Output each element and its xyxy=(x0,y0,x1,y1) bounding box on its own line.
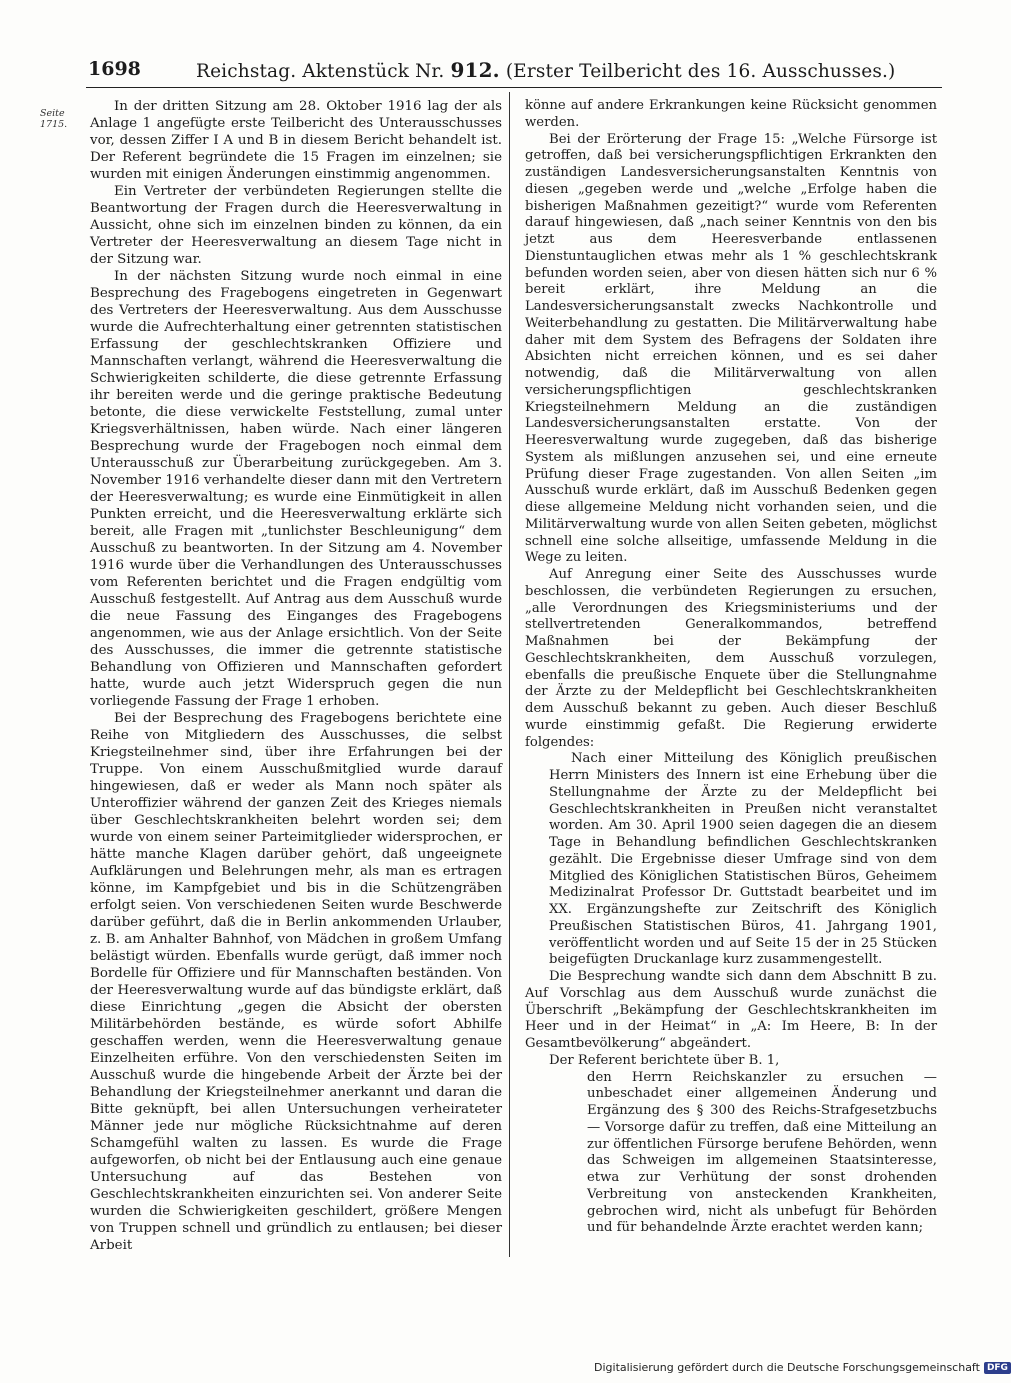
paragraph: Auf Anregung einer Seite des Ausschusses wurde beschlossen, die verbündeten Regierungen zu ersuchen, „alle Verordnungen des Kriegsministeriums und der stellvertretenden Generalkommandos, betreffend Maßnahmen bei der Bekämpfung der Geschlechtskrankheiten, dem Ausschuß vorzulegen, ebenfalls die preußische Enquete über die Stellungnahme der Ärzte zu der Meldepflicht bei Geschlechtskrankheiten dem Ausschuß bekannt zu geben. Auch dieser Beschluß wurde einstimmig gefaßt. Die Regierung erwiderte folgendes: xyxy=(525,567,937,750)
margin-reference-line2: 1715. xyxy=(40,119,68,130)
header-rule xyxy=(86,87,942,88)
paragraph: In der nächsten Sitzung wurde noch einmal in eine Besprechung des Fragebogens eingetreten in Gegenwart des Vertreters der Heeresverwaltung. Aus dem Ausschusse wurde die Aufrechterhaltung einer getrennten statistischen Erfassung der geschlechtskranken Offiziere und Mannschaften verlangt, während die Heeresverwaltung die Schwierigkeiten schilderte, die diese getrennte Erfassung ihr bereiten werde und die geringe praktische Bedeutung betonte, die diese verwickelte Feststellung, zumal unter Kriegsverhältnissen, haben würde. Nach einer längeren Besprechung wurde der Fragebogen noch einmal dem Unterausschuß zur Überarbeitung zurückgegeben. Am 3. November 1916 verhandelte dieser dann mit den Vertretern der Heeresverwaltung; es wurde eine Einmütigkeit in allen Punkten erreicht, und die Heeresverwaltung erklärte sich bereit, alle Fragen mit „tunlichster Beschleunigung“ dem Ausschuß zu beantworten. In der Sitzung am 4. November 1916 wurde über die Verhandlungen des Unterausschusses vom Referenten berichtet und die Fragen endgültig vom Ausschuß festgestellt. Auf Antrag aus dem Ausschuß wurde die neue Fassung des Einganges des Fragebogens angenommen, wie aus der Anlage ersichtlich. Von der Seite des Ausschusses, die immer die getrennte statistische Behandlung von Offizieren und Mannschaften gefordert hatte, wurde auch jetzt Widerspruch gegen die nun vorliegende Fassung der Frage 1 erhoben. xyxy=(90,269,502,709)
right-column xyxy=(525,98,937,1237)
left-column xyxy=(90,98,502,1254)
list-item: Der Referent berichtete über B. 1, xyxy=(549,1052,780,1068)
digitization-credit xyxy=(594,1361,1011,1374)
title-prefix: Reichstag. Aktenstück Nr. xyxy=(196,61,445,82)
quoted-reply: Nach einer Mitteilung des Königlich preußischen Herrn Ministers des Innern ist eine Erhebung über die Stellungnahme der Ärzte zu der Meldepflicht bei Geschlechtskrankheiten in Preußen nicht veranstaltet worden. Am 30. April 1900 seien dagegen die an diesem Tage in Behandlung befindlichen Geschlechtskranken gezählt. Die Ergebnisse dieser Umfrage sind von dem Mitglied des Königlichen Statistischen Büros, Geheimem Medizinalrat Professor Dr. Guttstadt bearbeitet und im XX. Ergänzungshefte zur Zeitschrift des Königlich Preußischen Statistischen Büros, 41. Jahrgang 1901, veröffentlicht worden und auf Seite 15 der in 25 Stücken beigefügten Druckanlage kurz zusammengestellt. xyxy=(549,751,937,968)
column-divider xyxy=(509,92,510,1257)
paragraph: In der dritten Sitzung am 28. Oktober 1916 lag der als Anlage 1 angefügte erste Teilbericht des Unterausschusses vor, dessen Ziffer I A und B in diesem Bericht behandelt ist. Der Referent begründete die 15 Fragen im einzelnen; sie wurden mit einigen Änderungen einstimmig angenommen. xyxy=(90,99,502,182)
title-number: 912. xyxy=(450,58,500,82)
paragraph: Die Besprechung wandte sich dann dem Abschnitt B zu. Auf Vorschlag aus dem Ausschuß wurde zunächst die Überschrift „Bekämpfung der Geschlechtskrankheiten im Heer und in der Heimat“ in „A: Im Heere, B: In der Gesamtbevölkerung“ abgeändert. xyxy=(525,969,937,1051)
paragraph: Bei der Besprechung des Fragebogens berichtete eine Reihe von Mitgliedern des Ausschusses, die selbst Kriegsteilnehmer sind, über ihre Erfahrungen bei der Truppe. Von einem Ausschußmitglied wurde darauf hingewiesen, daß er weder als Mann noch später als Unteroffizier während der ganzen Zeit des Krieges niemals über Geschlechtskrankheiten belehrt worden sei; dem wurde von einem seiner Parteimitglieder widersprochen, er hätte manche Klagen darüber gehört, daß ungeeignete Aufklärungen und Belehrungen mehr, als man es ertragen könne, im Kampfgebiet und bis in die Schützengräben erfolgt seien. Von verschiedenen Seiten wurde Beschwerde darüber geführt, daß die in Berlin ankommenden Urlauber, z. B. am Anhalter Bahnhof, von Mädchen in großem Umfang belästigt würden. Ebenfalls wurde gerügt, daß immer noch Bordelle für Offiziere und für Mannschaften beständen. Von der Heeresverwaltung wurde auf das bündigste erklärt, daß diese Einrichtung „gegen die Absicht der obersten Militärbehörden bestände, es würde sofort Abhilfe geschaffen werden, wenn die Heeresverwaltung genaue Einzelheiten erführe. Von den verschiedensten Seiten im Ausschuß wurde die hingebende Arbeit der Ärzte bei der Behandlung der Kriegsteilnehmer anerkannt und daran die Bitte geknüpft, bei allen Untersuchungen verheirateter Männer jede nur mögliche Rücksichtnahme auf deren Schamgefühl walten zu lassen. Es wurde die Frage aufgeworfen, ob nicht bei der Entlausung auch eine genaue Untersuchung auf das Bestehen von Geschlechtskrankheiten einzurichten sei. Von anderer Seite wurden die Schwierigkeiten geschildert, größere Mengen von Truppen schnell und gründlich zu entlausen; bei dieser Arbeit xyxy=(90,711,502,1253)
title-suffix: (Erster Teilbericht des 16. Ausschusses.) xyxy=(505,61,896,82)
paragraph-continued: könne auf andere Erkrankungen keine Rücksicht genommen werden. xyxy=(525,98,937,130)
running-title xyxy=(196,58,895,82)
margin-reference xyxy=(40,108,67,130)
margin-reference-line1: Seite xyxy=(40,108,65,119)
list-item-text: den Herrn Reichskanzler zu ersuchen — unbeschadet einer allgemeinen Änderung und Ergänzung des § 300 des Reichs-Strafgesetzbuchs — Vorsorge dafür zu treffen, daß eine Mitteilung an zur öffentlichen Fürsorge berufene Behörden, wenn das Schweigen im allgemeinen Staatsinteresse, etwa zur Verhütung der sonst drohenden Verbreitung von ansteckenden Krankheiten, gebrochen wird, nicht als unbefugt für Behörden und für behandelnde Ärzte erachtet werden kann; xyxy=(587,1069,937,1236)
dfg-logo: DFG xyxy=(984,1362,1011,1374)
paragraph: Ein Vertreter der verbündeten Regierungen stellte die Beantwortung der Fragen durch die Heeresverwaltung in Aussicht, ohne sich im einzelnen binden zu können, da ein Vertreter der Heeresverwaltung an diesem Tage nicht in der Sitzung war. xyxy=(90,184,502,267)
paragraph: Bei der Erörterung der Frage 15: „Welche Fürsorge ist getroffen, daß bei versicherungspflichtigen Erkrankten den zuständigen Landesversicherungsanstalten Kenntnis von diesen „gegeben werde und „welche „Erfolge haben die bisherigen Maßnahmen gezeitigt?“ wurde vom Referenten darauf hingewiesen, daß „nach seiner Kenntnis von den bis jetzt aus dem Heeresverbande entlassenen Dienstuntauglichen etwas mehr als 1 % geschlechtskrank befunden worden seien, aber von diesen hätten sich nur 6 % bereit erklärt, ihre Meldung an die Landesversicherungsanstalt zwecks Nachkontrolle und Weiterbehandlung zu gestatten. Die Militärverwaltung habe daher mit dem System des Befragens der Soldaten ihre Absichten nicht erreichen können, und es sei daher notwendig, daß die Militärverwaltung von allen versicherungspflichtigen geschlechtskranken Kriegsteilnehmern Meldung an die zuständigen Landesversicherungsanstalten erstatte. Von der Heeresverwaltung wurde zugegeben, daß das bisherige System als mißlungen anzusehen sei, und eine erneute Prüfung dieser Frage zugestanden. Von allen Seiten „im Ausschuß wurde erklärt, daß im Ausschuß Bedenken gegen diese allgemeine Meldung nicht vorhanden seien, und die Militärverwaltung wurde von allen Seiten gebeten, möglichst schnell eine solche allseitige, umfassende Meldung in die Wege zu leiten. xyxy=(525,131,937,566)
page-header xyxy=(88,58,938,86)
page-number: 1698 xyxy=(88,58,141,80)
credit-text: Digitalisierung gefördert durch die Deutsche Forschungsgemeinschaft xyxy=(594,1361,980,1374)
